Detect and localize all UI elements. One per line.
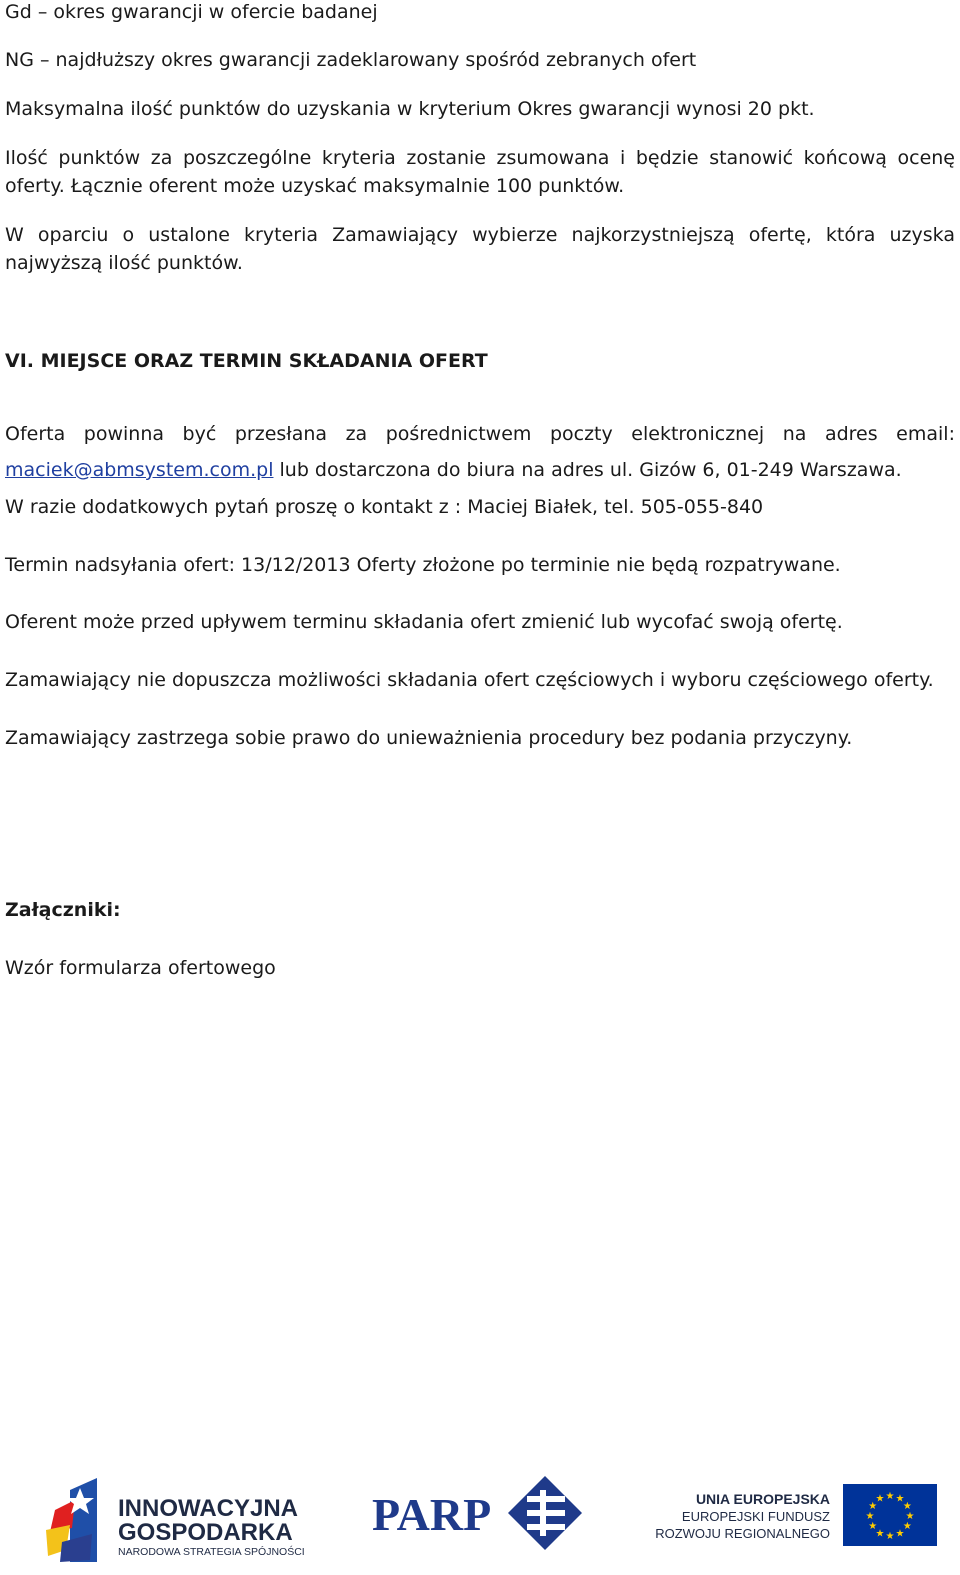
- ig-line1: INNOWACYJNA: [118, 1495, 299, 1522]
- ig-line3: NARODOWA STRATEGIA SPÓJNOŚCI: [118, 1546, 305, 1558]
- office-address-text: lub dostarczona do biura na adres ul. Gizów 6, 01-249 Warszawa.: [273, 459, 902, 481]
- withdraw-text: Oferent może przed upływem terminu składania ofert zmienić lub wycofać swoją ofertę.: [5, 611, 843, 633]
- sum-paragraph-line2: oferty. Łącznie oferent może uzyskać maksymalnie 100 punktów.: [5, 175, 625, 197]
- innowacyjna-gospodarka-logo: [46, 1478, 305, 1562]
- choose-paragraph-line1: W oparciu o ustalone kryteria Zamawiający wybierze najkorzystniejszą ofertę, która uzyska: [5, 224, 955, 246]
- eu-line3: ROZWOJU REGIONALNEGO: [655, 1526, 830, 1541]
- choose-paragraph-line2: najwyższą ilość punktów.: [5, 252, 243, 274]
- max-points-text: Maksymalna ilość punktów do uzyskania w kryterium Okres gwarancji wynosi 20 pkt.: [5, 98, 815, 120]
- eu-star-icon: ★: [875, 1493, 885, 1505]
- eu-star-icon: ★: [885, 1531, 895, 1542]
- email-link[interactable]: maciek@abmsystem.com.pl: [5, 459, 274, 481]
- eu-star-icon: ★: [902, 1501, 912, 1512]
- partial-offers-text: Zamawiający nie dopuszcza możliwości składania ofert częściowych i wyboru częściowego oferty.: [5, 669, 934, 691]
- offer-paragraph-line1: Oferta powinna być przesłana za pośrednictwem poczty elektronicznej na adres email:: [5, 423, 955, 445]
- eu-star-icon: ★: [865, 1511, 875, 1522]
- sum-paragraph-line1: Ilość punktów za poszczególne kryteria zostanie zsumowana i będzie stanowić końcową ocenę: [5, 147, 955, 169]
- contact-text: W razie dodatkowych pytań proszę o kontakt z : Maciej Białek, tel. 505-055-840: [5, 496, 764, 518]
- eu-line1: UNIA EUROPEJSKA: [695, 1491, 830, 1507]
- eu-line2: EUROPEJSKI FUNDUSZ: [681, 1509, 830, 1524]
- ig-line2: GOSPODARKA: [118, 1519, 293, 1546]
- eu-logo: [655, 1484, 937, 1546]
- eu-star-icon: ★: [895, 1493, 905, 1505]
- attachments-heading: Załączniki:: [5, 899, 121, 921]
- offer-paragraph-line2: [5, 456, 955, 484]
- eu-star-icon: ★: [902, 1521, 912, 1532]
- funding-logos-footer: [0, 1470, 960, 1570]
- section-heading: VI. MIEJSCE ORAZ TERMIN SKŁADANIA OFERT: [5, 350, 488, 372]
- cancel-procedure-text: Zamawiający zastrzega sobie prawo do unieważnienia procedury bez podania przyczyny.: [5, 727, 853, 749]
- eu-star-icon: ★: [868, 1501, 878, 1512]
- deadline-text: Termin nadsyłania ofert: 13/12/2013 Oferty złożone po terminie nie będą rozpatrywane.: [5, 554, 841, 576]
- eu-star-icon: ★: [875, 1528, 885, 1540]
- gd-definition: Gd – okres gwarancji w ofercie badanej: [5, 1, 378, 23]
- eu-star-icon: ★: [885, 1491, 895, 1502]
- attachment-item: Wzór formularza ofertowego: [5, 957, 276, 979]
- parp-text: PARP: [372, 1489, 492, 1540]
- parp-logo: [372, 1476, 582, 1550]
- eu-star-icon: ★: [868, 1521, 878, 1532]
- ng-definition: NG – najdłuższy okres gwarancji zadeklarowany spośród zebranych ofert: [5, 49, 697, 71]
- eu-star-icon: ★: [895, 1528, 905, 1540]
- eu-star-icon: ★: [905, 1511, 915, 1522]
